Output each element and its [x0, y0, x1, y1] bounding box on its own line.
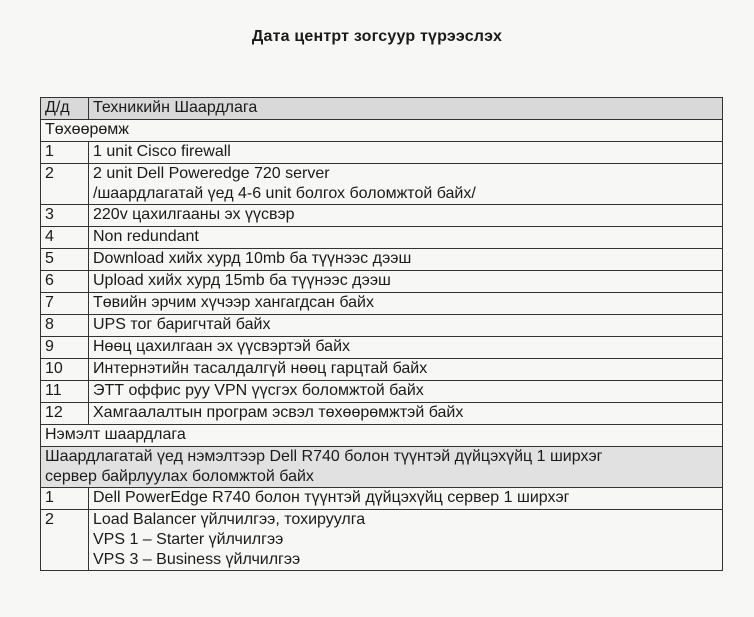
- row-requirement: [89, 164, 723, 205]
- row-number: 2: [41, 510, 89, 571]
- row-requirement: [89, 337, 723, 359]
- requirement-line: 1 unit Cisco firewall: [93, 143, 231, 160]
- row-number: 12: [41, 403, 89, 425]
- row-requirement: [89, 293, 723, 315]
- row-number: 3: [41, 205, 89, 227]
- requirement-line: Нөөц цахилгаан эх үүсвэртэй байх: [93, 338, 351, 355]
- row-requirement: [89, 488, 723, 510]
- row-number: 2: [41, 164, 89, 205]
- requirements-table: [40, 97, 723, 571]
- table-row: [41, 293, 723, 315]
- table-row: [41, 205, 723, 227]
- row-number: 5: [41, 249, 89, 271]
- requirement-line: /шаардлагатай үед 4-6 unit болгох боломжтой байх/: [93, 185, 476, 202]
- note-row: [41, 447, 723, 488]
- requirement-line: Төвийн эрчим хүчээр хангагдсан байх: [93, 294, 374, 311]
- table-row: [41, 315, 723, 337]
- section-title-devices: Төхөөрөмж: [41, 120, 723, 142]
- requirement-line: UPS тог баригчтай байх: [93, 316, 271, 333]
- row-requirement: [89, 359, 723, 381]
- row-number: 8: [41, 315, 89, 337]
- row-requirement: [89, 205, 723, 227]
- table-row: [41, 403, 723, 425]
- section-title-additional: Нэмэлт шаардлага: [41, 425, 723, 447]
- section-row: [41, 120, 723, 142]
- table-row: [41, 381, 723, 403]
- section-row: [41, 425, 723, 447]
- requirement-line: ЭТТ оффис руу VPN үүсгэх боломжтой байх: [93, 382, 424, 399]
- requirement-line: Load Balancer үйлчилгээ, тохируулга: [93, 511, 366, 528]
- requirement-line: Download хийх хурд 10mb ба түүнээс дээш: [93, 250, 412, 267]
- row-number: 4: [41, 227, 89, 249]
- row-number: 10: [41, 359, 89, 381]
- page-title: Дата центрт зогсуур түрээслэх: [251, 28, 503, 45]
- row-requirement: [89, 271, 723, 293]
- requirement-line: Dell PowerEdge R740 болон түүнтэй дүйцэхүйц сервер 1 ширхэг: [93, 489, 570, 506]
- row-requirement: [89, 227, 723, 249]
- table-row: [41, 488, 723, 510]
- table-row: [41, 142, 723, 164]
- requirement-line: Non redundant: [93, 228, 199, 245]
- requirement-line: 2 unit Dell Poweredge 720 server: [93, 165, 330, 182]
- row-number: 1: [41, 142, 89, 164]
- row-requirement: [89, 510, 723, 571]
- table-row: [41, 271, 723, 293]
- row-number: 11: [41, 381, 89, 403]
- row-number: 9: [41, 337, 89, 359]
- table-header-row: [41, 98, 723, 120]
- row-requirement: [89, 142, 723, 164]
- table-row: [41, 337, 723, 359]
- row-number: 1: [41, 488, 89, 510]
- row-requirement: [89, 381, 723, 403]
- requirement-line: VPS 1 – Starter үйлчилгээ: [93, 531, 284, 548]
- note-cell: [41, 447, 723, 488]
- row-number: 7: [41, 293, 89, 315]
- section2-body: [41, 488, 723, 571]
- table-row: [41, 249, 723, 271]
- note-line: Шаардлагатай үед нэмэлтээр Dell R740 болон түүнтэй дүйцэхүйц 1 ширхэг: [45, 448, 603, 465]
- requirement-line: 220v цахилгааны эх үүсвэр: [93, 206, 295, 223]
- header-num: Д/д: [41, 98, 89, 120]
- row-requirement: [89, 249, 723, 271]
- row-requirement: [89, 315, 723, 337]
- table-row: [41, 164, 723, 205]
- table-row: [41, 227, 723, 249]
- section1-body: [41, 142, 723, 425]
- header-requirement: Техникийн Шаардлага: [89, 98, 723, 120]
- row-number: 6: [41, 271, 89, 293]
- row-requirement: [89, 403, 723, 425]
- table-row: [41, 510, 723, 571]
- requirement-line: Хамгаалалтын програм эсвэл төхөөрөмжтэй байх: [93, 404, 464, 421]
- requirement-line: Интернэтийн тасалдалгүй нөөц гарцтай байх: [93, 360, 428, 377]
- note-line: сервер байрлуулах боломжтой байх: [45, 468, 314, 485]
- requirement-line: VPS 3 – Business үйлчилгээ: [93, 551, 301, 568]
- requirement-line: Upload хийх хурд 15mb ба түүнээс дээш: [93, 272, 391, 289]
- table-row: [41, 359, 723, 381]
